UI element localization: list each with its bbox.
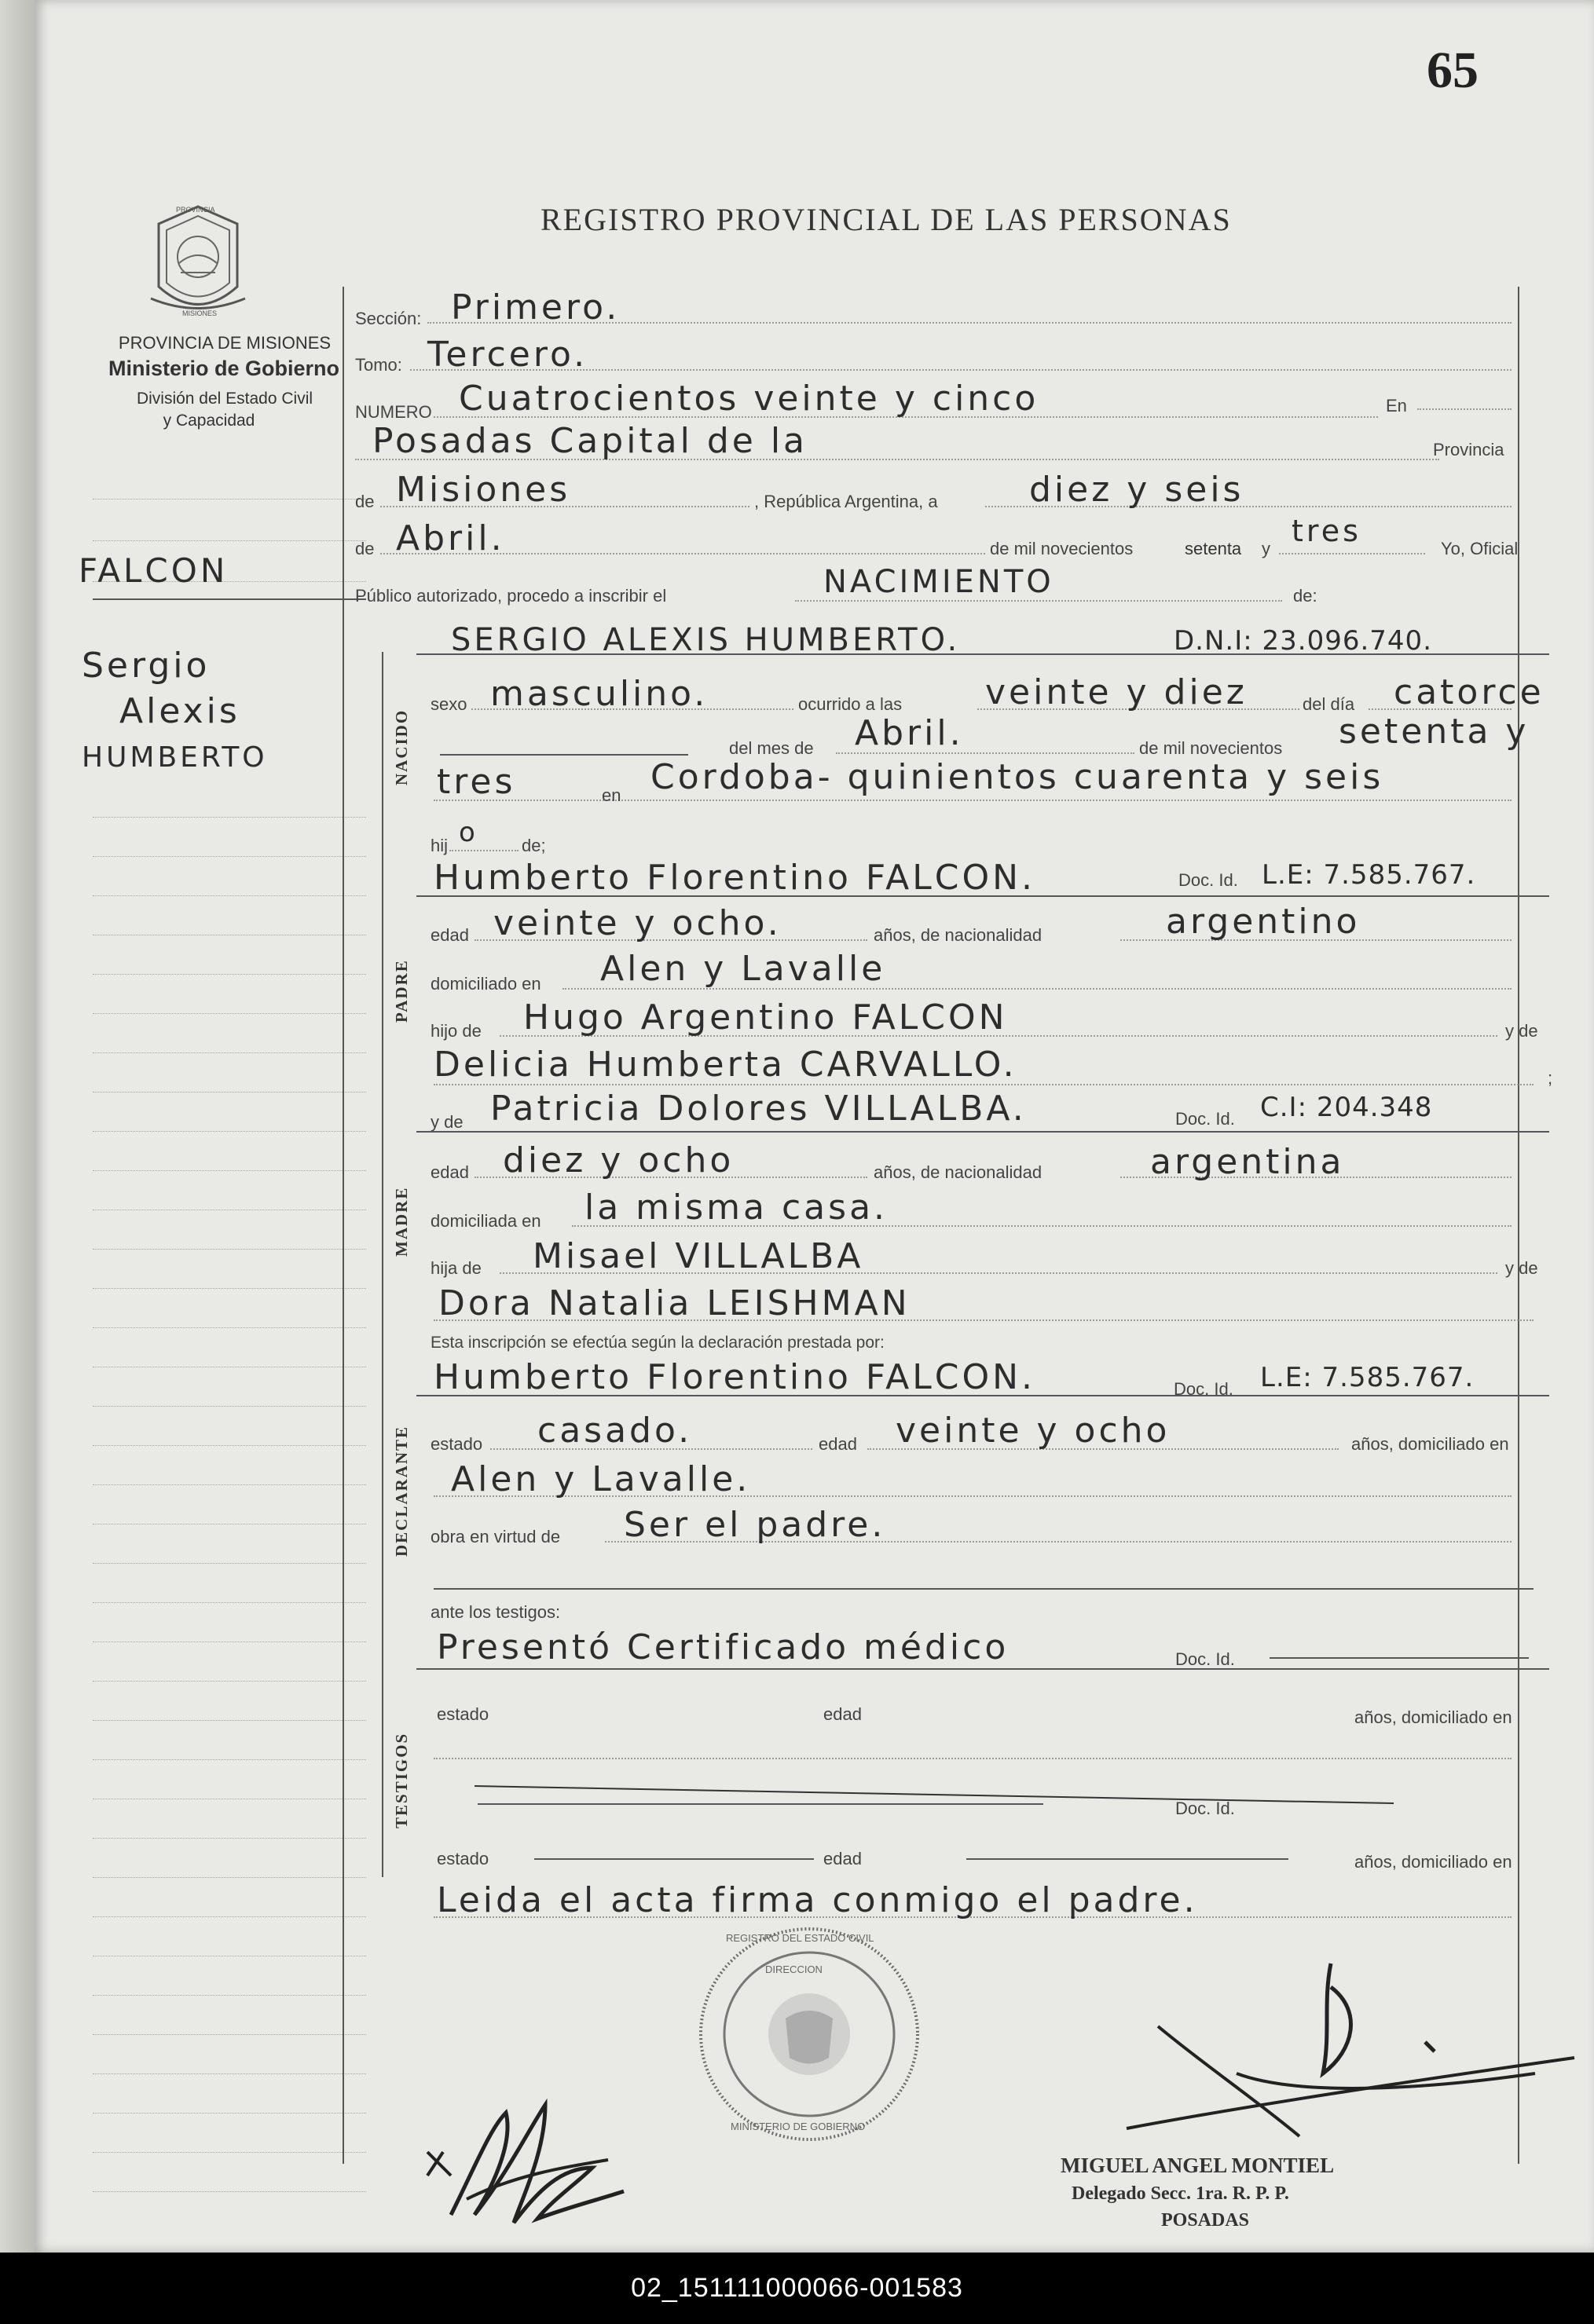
label-del-mes: del mes de bbox=[729, 738, 814, 758]
value-seccion: Primero. bbox=[451, 287, 621, 328]
value-declarante-estado: casado. bbox=[537, 1411, 693, 1451]
value-dni: D.N.I: 23.096.740. bbox=[1174, 625, 1432, 657]
section-declarante: DECLARANTE bbox=[392, 1425, 411, 1557]
value-numero: Cuatrocientos veinte y cinco bbox=[459, 379, 1039, 419]
official-signature-icon bbox=[1095, 1940, 1582, 2160]
value-lugar: Posadas Capital de la bbox=[372, 421, 808, 461]
label-publico: Público autorizado, procedo a inscribir el bbox=[355, 586, 667, 606]
value-madre-madre: Dora Natalia LEISHMAN bbox=[438, 1283, 911, 1323]
value-mes: Abril. bbox=[855, 713, 964, 753]
value-padre-nombre: Humberto Florentino FALCON. bbox=[434, 858, 1036, 898]
registry-seal-icon bbox=[691, 1916, 927, 2152]
value-nombre: SERGIO ALEXIS HUMBERTO. bbox=[451, 622, 961, 658]
value-padre-nacionalidad: argentino bbox=[1166, 902, 1361, 942]
value-mes-inscripcion: Abril. bbox=[396, 518, 505, 558]
label-doc-id-testigo-1: Doc. Id. bbox=[1175, 1649, 1235, 1669]
value-hora: veinte y diez bbox=[985, 672, 1248, 712]
label-estado-testigo-1: estado bbox=[437, 1704, 489, 1724]
label-y-de-madre: y de bbox=[431, 1112, 464, 1132]
label-estado-testigo-2: estado bbox=[437, 1849, 489, 1868]
label-mil-novecientos: de mil novecientos bbox=[990, 539, 1134, 558]
label-anos-domiciliado-declarante: años, domiciliado en bbox=[1351, 1434, 1509, 1454]
strike-line bbox=[475, 1783, 1402, 1806]
label-de: de bbox=[355, 492, 375, 511]
label-edad-testigo-2: edad bbox=[823, 1849, 862, 1868]
label-de-semicolon: de; bbox=[522, 836, 546, 855]
section-testigos: TESTIGOS bbox=[392, 1732, 411, 1828]
label-domiciliado-padre: domiciliado en bbox=[431, 974, 541, 994]
label-estado-declarante: estado bbox=[431, 1434, 483, 1454]
section-padre: PADRE bbox=[392, 959, 411, 1023]
label-en: En bbox=[1386, 396, 1407, 415]
value-madre-nacionalidad: argentina bbox=[1150, 1142, 1345, 1182]
value-declarante-doc: L.E: 7.585.767. bbox=[1260, 1362, 1475, 1393]
label-edad-padre: edad bbox=[431, 925, 469, 945]
margin-given-2: Alexis bbox=[119, 691, 240, 731]
label-y-de-madre-2: y de bbox=[1505, 1258, 1538, 1278]
ministry-line-1: PROVINCIA DE MISIONES bbox=[118, 333, 332, 353]
margin-given-3: HUMBERTO bbox=[82, 741, 268, 774]
official-name: MIGUEL ANGEL MONTIEL bbox=[1061, 2154, 1335, 2177]
value-tipo: NACIMIENTO bbox=[823, 564, 1054, 600]
label-del-dia: del día bbox=[1303, 694, 1355, 714]
label-sexo: sexo bbox=[431, 694, 467, 714]
value-anio-setenta: setenta bbox=[1185, 539, 1242, 558]
value-anio-tres: tres bbox=[1292, 514, 1361, 548]
ministry-line-2: Ministerio de Gobierno bbox=[108, 357, 340, 380]
value-madre-padre: Misael VILLALBA bbox=[533, 1236, 864, 1276]
label-numero: NUMERO bbox=[355, 402, 432, 422]
label-obra: obra en virtud de bbox=[431, 1527, 561, 1546]
label-doc-id-madre: Doc. Id. bbox=[1175, 1109, 1235, 1129]
label-hij: hij bbox=[431, 836, 449, 855]
label-tomo: Tomo: bbox=[355, 355, 402, 375]
value-dia: catorce bbox=[1394, 672, 1545, 712]
label-y-de-padre: y de bbox=[1505, 1021, 1538, 1041]
label-de-2: de bbox=[355, 539, 375, 558]
ministry-line-4: y Capacidad bbox=[163, 412, 255, 430]
value-anio-nac: setenta y bbox=[1339, 712, 1530, 752]
label-mil-novecientos-2: de mil novecientos bbox=[1139, 738, 1283, 758]
value-declarante-edad: veinte y ocho bbox=[896, 1411, 1171, 1451]
seal-text-bottom: MINISTERIO DE GOBIERNO bbox=[731, 2121, 866, 2132]
value-lugar-nac: Cordoba- quinientos cuarenta y seis bbox=[650, 757, 1384, 797]
label-anos-nacionalidad-madre: años, de nacionalidad bbox=[874, 1162, 1043, 1182]
value-padre-padre: Hugo Argentino FALCON bbox=[523, 997, 1008, 1038]
value-dia-inscripcion: diez y seis bbox=[1029, 470, 1244, 510]
page-number: 65 bbox=[1427, 42, 1479, 99]
value-declarante-obra: Ser el padre. bbox=[624, 1505, 886, 1545]
label-doc-id-declarante: Doc. Id. bbox=[1174, 1379, 1233, 1399]
value-anio-nac-2: tres bbox=[437, 762, 516, 802]
value-hijo-suffix: o bbox=[459, 817, 478, 848]
official-city: POSADAS bbox=[1161, 2210, 1250, 2231]
value-madre-nombre: Patricia Dolores VILLALBA. bbox=[490, 1089, 1027, 1129]
ministry-line-3: División del Estado Civil bbox=[136, 390, 313, 408]
footer-id: 02_151111000066-001583 bbox=[0, 2253, 1594, 2324]
province-emblem-icon bbox=[135, 200, 261, 326]
value-declarante-nombre: Humberto Florentino FALCON. bbox=[434, 1357, 1036, 1397]
emblem-label-top: PROVINCIA bbox=[176, 206, 215, 214]
value-padre-madre: Delicia Humberta CARVALLO. bbox=[434, 1045, 1017, 1085]
value-provincia: Misiones bbox=[396, 470, 571, 510]
label-en-2: en bbox=[602, 785, 621, 805]
emblem-label-bottom: MISIONES bbox=[182, 309, 218, 317]
father-signature-icon bbox=[420, 2081, 639, 2238]
label-doc-id-testigo-2: Doc. Id. bbox=[1175, 1799, 1235, 1818]
value-madre-domicilio: la misma casa. bbox=[584, 1188, 889, 1228]
label-seccion: Sección: bbox=[355, 309, 422, 328]
label-anos-domiciliado-testigo-1: años, domiciliado en bbox=[1354, 1707, 1512, 1727]
label-anos-domiciliado-testigo-2: años, domiciliado en bbox=[1354, 1852, 1512, 1872]
label-y: y bbox=[1262, 539, 1270, 558]
label-republica: , República Argentina, a bbox=[754, 492, 938, 511]
seal-text-top: REGISTRO DEL ESTADO CIVIL bbox=[726, 1932, 874, 1944]
value-padre-domicilio: Alen y Lavalle bbox=[600, 949, 886, 989]
label-semicolon: ; bbox=[1548, 1068, 1553, 1088]
label-domiciliada-madre: domiciliada en bbox=[431, 1211, 541, 1231]
section-nacido: NACIDO bbox=[392, 708, 411, 785]
section-madre: MADRE bbox=[392, 1186, 411, 1257]
margin-surname: FALCON bbox=[79, 551, 229, 590]
value-tomo: Tercero. bbox=[427, 335, 588, 375]
page-title: REGISTRO PROVINCIAL DE LAS PERSONAS bbox=[540, 202, 1232, 237]
label-provincia: Provincia bbox=[1433, 440, 1504, 459]
label-ocurrido: ocurrido a las bbox=[798, 694, 903, 714]
label-esta-inscripcion: Esta inscripción se efectúa según la declaración prestada por: bbox=[431, 1334, 885, 1352]
label-edad-madre: edad bbox=[431, 1162, 469, 1182]
value-sexo: masculino. bbox=[490, 674, 709, 714]
label-anos-nacionalidad-padre: años, de nacionalidad bbox=[874, 925, 1043, 945]
label-de-colon: de: bbox=[1293, 586, 1317, 606]
value-padre-doc: L.E: 7.585.767. bbox=[1262, 859, 1476, 891]
book-spine bbox=[0, 0, 35, 2253]
value-testigo-1: Presentó Certificado médico bbox=[437, 1627, 1010, 1667]
label-doc-id-padre: Doc. Id. bbox=[1178, 870, 1238, 890]
seal-text-middle: DIRECCION bbox=[765, 1964, 823, 1975]
value-declarante-domicilio: Alen y Lavalle. bbox=[451, 1459, 751, 1499]
label-hijo-de: hijo de bbox=[431, 1021, 482, 1041]
value-madre-edad: diez y ocho bbox=[503, 1140, 735, 1180]
official-title: Delegado Secc. 1ra. R. P. P. bbox=[1072, 2183, 1289, 2204]
label-ante-testigos: ante los testigos: bbox=[431, 1602, 561, 1622]
value-madre-doc: C.I: 204.348 bbox=[1260, 1092, 1433, 1123]
label-yo-oficial: Yo, Oficial bbox=[1441, 539, 1519, 558]
margin-given-1: Sergio bbox=[82, 646, 211, 686]
label-hija-de: hija de bbox=[431, 1258, 482, 1278]
value-leida: Leida el acta firma conmigo el padre. bbox=[437, 1880, 1198, 1920]
value-padre-edad: veinte y ocho. bbox=[493, 903, 782, 943]
label-edad-declarante: edad bbox=[819, 1434, 857, 1454]
register-page bbox=[35, 0, 1594, 2253]
label-edad-testigo-1: edad bbox=[823, 1704, 862, 1724]
